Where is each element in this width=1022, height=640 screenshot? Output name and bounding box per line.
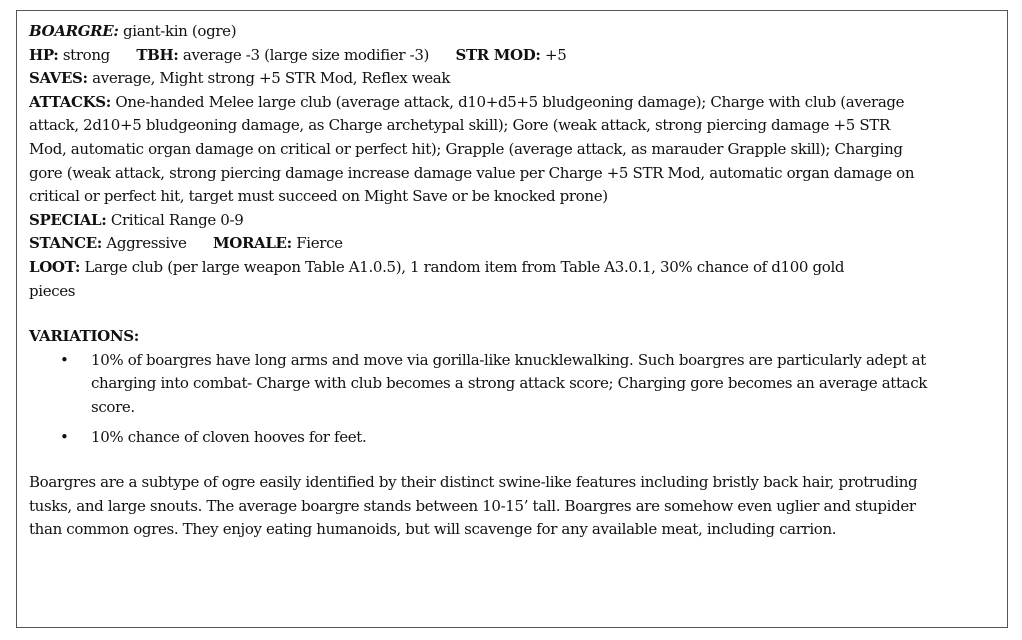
- bullet-icon: •: [60, 427, 69, 446]
- list-item: [60, 426, 995, 450]
- monster-type: giant-kin (ogre): [123, 22, 237, 40]
- hp-value: strong: [62, 45, 110, 64]
- special-label: SPECIAL:: [29, 210, 107, 229]
- tbh-label: TBH:: [136, 45, 179, 64]
- morale-label: MORALE:: [212, 234, 292, 253]
- variation-text-line: charging into combat- Charge with club becomes a strong attack score; Charging gore becomes an average attack: [91, 374, 928, 393]
- saves-value: average, Might strong +5 STR Mod, Reflex weak: [92, 69, 451, 88]
- loot-text-line: Large club (per large weapon Table A1.0.5), 1 random item from Table A3.0.1, 30% chance of d100 gold: [84, 257, 845, 276]
- str-mod-label: STR MOD:: [455, 45, 541, 64]
- attacks-label: ATTACKS:: [29, 92, 111, 111]
- description-paragraph: [29, 471, 995, 542]
- attacks-text-line: One-handed Melee large club (average attack, d10+d5+5 bludgeoning damage); Charge with club (average: [115, 92, 905, 111]
- morale-value: Fierce: [296, 234, 343, 253]
- stat-block: [16, 10, 1008, 628]
- description-line: than common ogres. They enjoy eating humanoids, but will scavenge for any available meat, including carrion.: [29, 520, 837, 539]
- attacks-text-line: gore (weak attack, strong piercing damage increase damage value per Charge +5 STR Mod, automatic organ damage on: [29, 163, 915, 182]
- saves-line: [29, 67, 995, 91]
- attacks-text-line: attack, 2d10+5 bludgeoning damage, as Charge archetypal skill); Gore (weak attack, strong piercing damage +5 STR: [29, 116, 890, 135]
- saves-label: SAVES:: [29, 69, 88, 88]
- tbh-value: average -3 (large size modifier -3): [182, 45, 430, 64]
- variation-text-line: 10% of boargres have long arms and move via gorilla-like knucklewalking. Such boargres are particularly adept at: [91, 350, 926, 369]
- stance-label: STANCE:: [29, 234, 102, 253]
- str-mod-value: +5: [545, 45, 567, 64]
- variation-text-line: 10% chance of cloven hooves for feet.: [91, 427, 367, 446]
- variations-list: [29, 349, 995, 449]
- bullet-icon: •: [60, 350, 69, 369]
- stance-value: Aggressive: [106, 234, 187, 253]
- hp-label: HP:: [29, 45, 59, 64]
- title-line: [29, 20, 995, 44]
- attacks-block: [29, 91, 995, 209]
- loot-label: LOOT:: [29, 257, 81, 276]
- list-item: [60, 349, 995, 420]
- stats-line: [29, 44, 995, 68]
- special-line: [29, 209, 995, 233]
- description-line: Boargres are a subtype of ogre easily identified by their distinct swine-like features including bristly back hair, protruding: [29, 473, 918, 492]
- loot-block: [29, 256, 995, 303]
- special-value: Critical Range 0-9: [110, 210, 244, 229]
- description-line: tusks, and large snouts. The average boargre stands between 10-15’ tall. Boargres are somehow even uglier and stupider: [29, 496, 916, 515]
- loot-line: [29, 256, 995, 280]
- monster-name: BOARGRE:: [29, 22, 119, 40]
- variation-text-line: score.: [91, 397, 135, 416]
- attacks-line: [29, 91, 995, 115]
- stance-line: [29, 232, 995, 256]
- loot-text-line: pieces: [29, 281, 76, 300]
- attacks-text-line: critical or perfect hit, target must succeed on Might Save or be knocked prone): [29, 187, 608, 206]
- variations-heading: VARIATIONS:: [29, 327, 139, 346]
- attacks-text-line: Mod, automatic organ damage on critical or perfect hit); Grapple (average attack, as marauder Grapple skill); Charging: [29, 139, 903, 158]
